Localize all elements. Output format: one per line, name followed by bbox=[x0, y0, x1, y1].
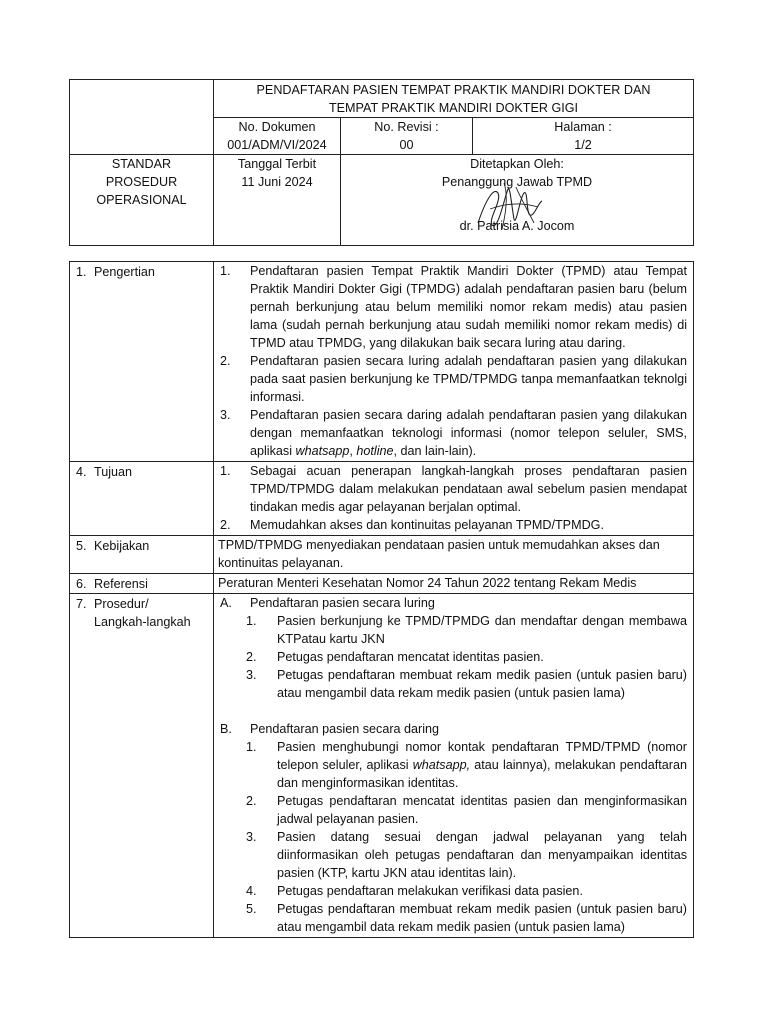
signer-name: dr. Patrisia A. Jocom bbox=[459, 219, 575, 233]
issue-date-label: Tanggal Terbit bbox=[237, 157, 317, 171]
approval-label: Ditetapkan Oleh: bbox=[470, 157, 564, 171]
list-item: 2. Petugas pendaftaran mencatat identitas pasien dan menginformasikan jadwal pelayanan pasien. bbox=[246, 794, 687, 826]
list-item: 2. Petugas pendaftaran mencatat identitas pasien. bbox=[246, 650, 544, 664]
label-referensi: 6. Referensi bbox=[70, 574, 214, 594]
content-kebijakan: TPMD/TPMDG menyediakan pendataan pasien untuk memudahkan akses dan kontinuitas pelayanan. bbox=[214, 536, 694, 574]
page-label: Halaman : bbox=[554, 120, 612, 134]
doc-number-value: 001/ADM/VI/2024 bbox=[227, 138, 327, 152]
sop-content-table bbox=[69, 261, 694, 938]
content-prosedur bbox=[214, 594, 694, 938]
label-kebijakan: 5. Kebijakan bbox=[70, 536, 214, 574]
row-kebijakan bbox=[70, 536, 694, 574]
list-item: 3. Pendaftaran pasien secara daring adalah pendaftaran pasien yang dilakukan dengan memanfaatkan teknologi informasi (nomor telepon seluler, SMS, aplikasi whatsapp, hotline, dan lain-lain). bbox=[220, 408, 687, 458]
doc-number-cell bbox=[214, 118, 341, 155]
header-blank-cell bbox=[70, 80, 214, 155]
list-item: 3. Petugas pendaftaran membuat rekam medik pasien (untuk pasien baru) atau mengambil data rekam medik pasien (untuk pasien lama) bbox=[246, 668, 687, 700]
list-item: 1. Sebagai acuan penerapan langkah-langkah proses pendaftaran pasien TPMD/TPMDG dalam melakukan pendataan awal sebelum pasien mendapat tindakan medis agar pelayanan berjalan optimal. bbox=[220, 464, 687, 514]
page-value: 1/2 bbox=[574, 138, 592, 152]
list-item: 3. Pasien datang sesuai dengan jadwal pelayanan yang telah diinformasikan oleh petugas pendaftaran dan menyampaikan identitas pasien (KTP, kartu JKN atau identitas lain). bbox=[246, 830, 687, 880]
row-referensi bbox=[70, 574, 694, 594]
document-header-table bbox=[69, 79, 694, 246]
content-referensi: Peraturan Menteri Kesehatan Nomor 24 Tahun 2022 tentang Rekam Medis bbox=[214, 574, 694, 594]
list-item: 2. Memudahkan akses dan kontinuitas pelayanan TPMD/TPMDG. bbox=[220, 518, 604, 532]
approval-cell bbox=[341, 155, 694, 246]
revision-value: 00 bbox=[399, 138, 414, 152]
section-b-heading: B. Pendaftaran pasien secara daring bbox=[220, 722, 440, 736]
content-pengertian bbox=[214, 262, 694, 462]
issue-date-value: 11 Juni 2024 bbox=[241, 175, 313, 189]
content-tujuan bbox=[214, 462, 694, 536]
document-title: PENDAFTARAN PASIEN TEMPAT PRAKTIK MANDIRI DOKTER DAN TEMPAT PRAKTIK MANDIRI DOKTER GIGI bbox=[214, 80, 694, 118]
label-tujuan: 4. Tujuan bbox=[70, 462, 214, 536]
list-item: 1. Pasien berkunjung ke TPMD/TPMDG dan mendaftar dengan membawa KTPatau kartu JKN bbox=[246, 614, 687, 646]
sop-title-cell: STANDAR PROSEDUR OPERASIONAL bbox=[70, 155, 214, 246]
list-item: 2. Pendaftaran pasien secara luring adalah pendaftaran pasien yang dilakukan pada saat pasien berkunjung ke TPMD/TPMDG tanpa memanfaatkan teknolgi informasi. bbox=[220, 354, 687, 404]
issue-date-cell bbox=[214, 155, 341, 246]
list-item: 5. Petugas pendaftaran membuat rekam medik pasien (untuk pasien baru) atau mengambil data rekam medik pasien (untuk pasien lama) bbox=[246, 902, 687, 934]
row-pengertian bbox=[70, 262, 694, 462]
revision-label: No. Revisi : bbox=[374, 120, 439, 134]
list-item: 1. Pendaftaran pasien Tempat Praktik Mandiri Dokter (TPMD) atau Tempat Praktik Mandiri Dokter Gigi (TPMDG) adalah pendaftaran pasien baru (belum pernah berkunjung atau belum memiliki nomor rekam medis) atau pasien lama (sudah pernah berkunjung atau sudah memiliki nomor rekam medis) di TPMD atau TPMDG, yang dilakukan baik secara luring atau daring. bbox=[220, 264, 687, 350]
label-pengertian: 1. Pengertian bbox=[70, 262, 214, 462]
label-prosedur: 7. Prosedur/ Langkah-langkah bbox=[70, 594, 214, 938]
list-item: 4. Petugas pendaftaran melakukan verifikasi data pasien. bbox=[246, 884, 583, 898]
doc-number-label: No. Dokumen bbox=[238, 120, 316, 134]
section-a-heading: A. Pendaftaran pasien secara luring bbox=[220, 596, 435, 610]
row-prosedur bbox=[70, 594, 694, 938]
approval-role: Penanggung Jawab TPMD bbox=[441, 175, 593, 189]
list-item: 1. Pasien menghubungi nomor kontak pendaftaran TPMD/TPMD (nomor telepon seluler, aplikasi whatsapp, atau lainnya), melakukan pendaftaran dan menginformasikan identitas. bbox=[246, 740, 687, 790]
row-tujuan bbox=[70, 462, 694, 536]
page-cell bbox=[473, 118, 694, 155]
revision-cell bbox=[341, 118, 473, 155]
